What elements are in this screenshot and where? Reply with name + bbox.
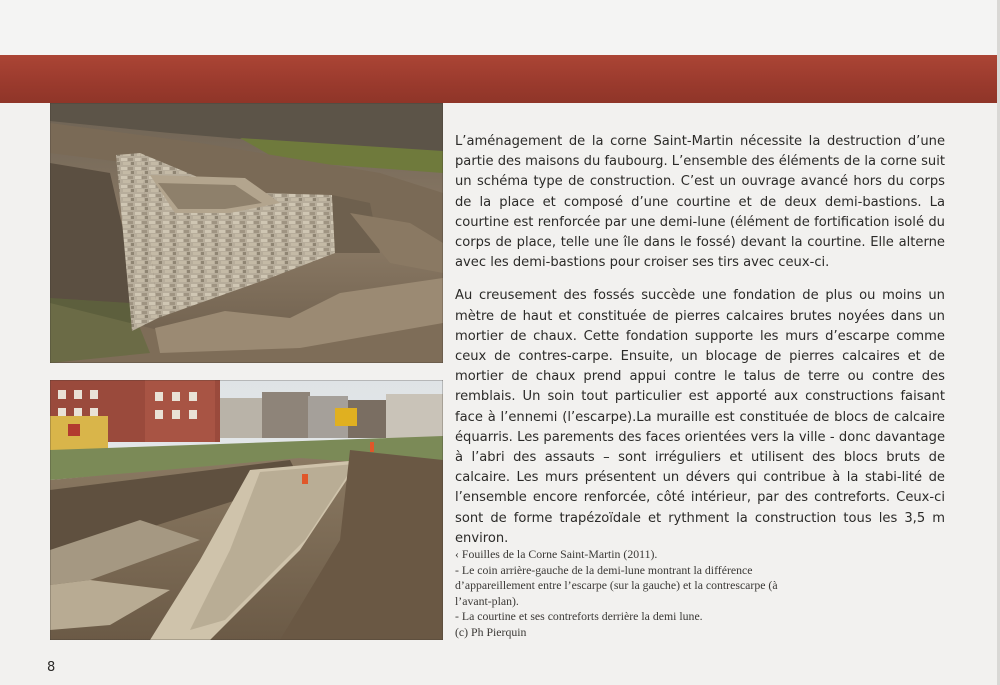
photo-courtine-contreforts (50, 380, 443, 640)
photo-demi-lune-corner (50, 103, 443, 363)
page-top-margin (0, 0, 1000, 55)
main-text-column (455, 132, 945, 562)
header-band (0, 55, 997, 103)
page-number: 8 (47, 660, 56, 675)
caption-credit: (c) Ph Pierquin (455, 624, 527, 639)
photo-demi-lune-corner-image (50, 103, 443, 363)
body-paragraph-1: L’aménagement de la corne Saint-Martin nécessite la destruction d’une partie des maisons du faubourg. L’ensemble des éléments de la corne suit un schéma type de construction. C’est un ouvrage avancé hors du corps de la place et composé d’une courtine et de deux demi-bastions. La courtine est renforcée par une demi-lune (élément de fortification isolé du corps de place, telle une île dans le fossé) devant la courtine. Elle alterne avec les demi-bastions pour croiser ses tirs avec ceux-ci. (455, 134, 945, 271)
caption-line-1: ‹ Fouilles de la Corne Saint-Martin (2011). (455, 547, 658, 561)
photo-courtine-contreforts-image (50, 380, 443, 640)
caption-line-2: - Le coin arrière-gauche de la demi-lune montrant la différence d’appareillement entre l’escarpe (sur la gauche) et la contrescarpe (à l’avant-plan). (455, 562, 778, 608)
caption-line-3: - La courtine et ses contreforts derrière la demi lune. (455, 609, 703, 624)
body-paragraph-2: Au creusement des fossés succède une fondation de plus ou moins un mètre de haut et constituée de pierres calcaires brutes noyées dans un mortier de chaux. Cette fondation supporte les murs d’escarpe comme ceux de contres-carpe. Ensuite, un blocage de pierres calcaires et de mortier de chaux prend appui contre le talus de terre ou contre des remblais. Un soin tout particulier est apporté aux constructions faisant face à l’ennemi (l’escarpe).La muraille est constituée de blocs de calcaire équarris. Les parements des faces orientées vers la ville - donc davantage à l’abri des assauts – sont irréguliers et utilisent des blocs bruts de calcaire. Les murs présentent un dévers qui contribue à la stabi-lité de l’ensemble encore renforcée, côté intérieur, par des contreforts. Ceux-ci sont de forme trapézoïdale et rythment la construction tous les 3,5 m environ. (455, 288, 945, 546)
photo-caption (455, 547, 815, 641)
